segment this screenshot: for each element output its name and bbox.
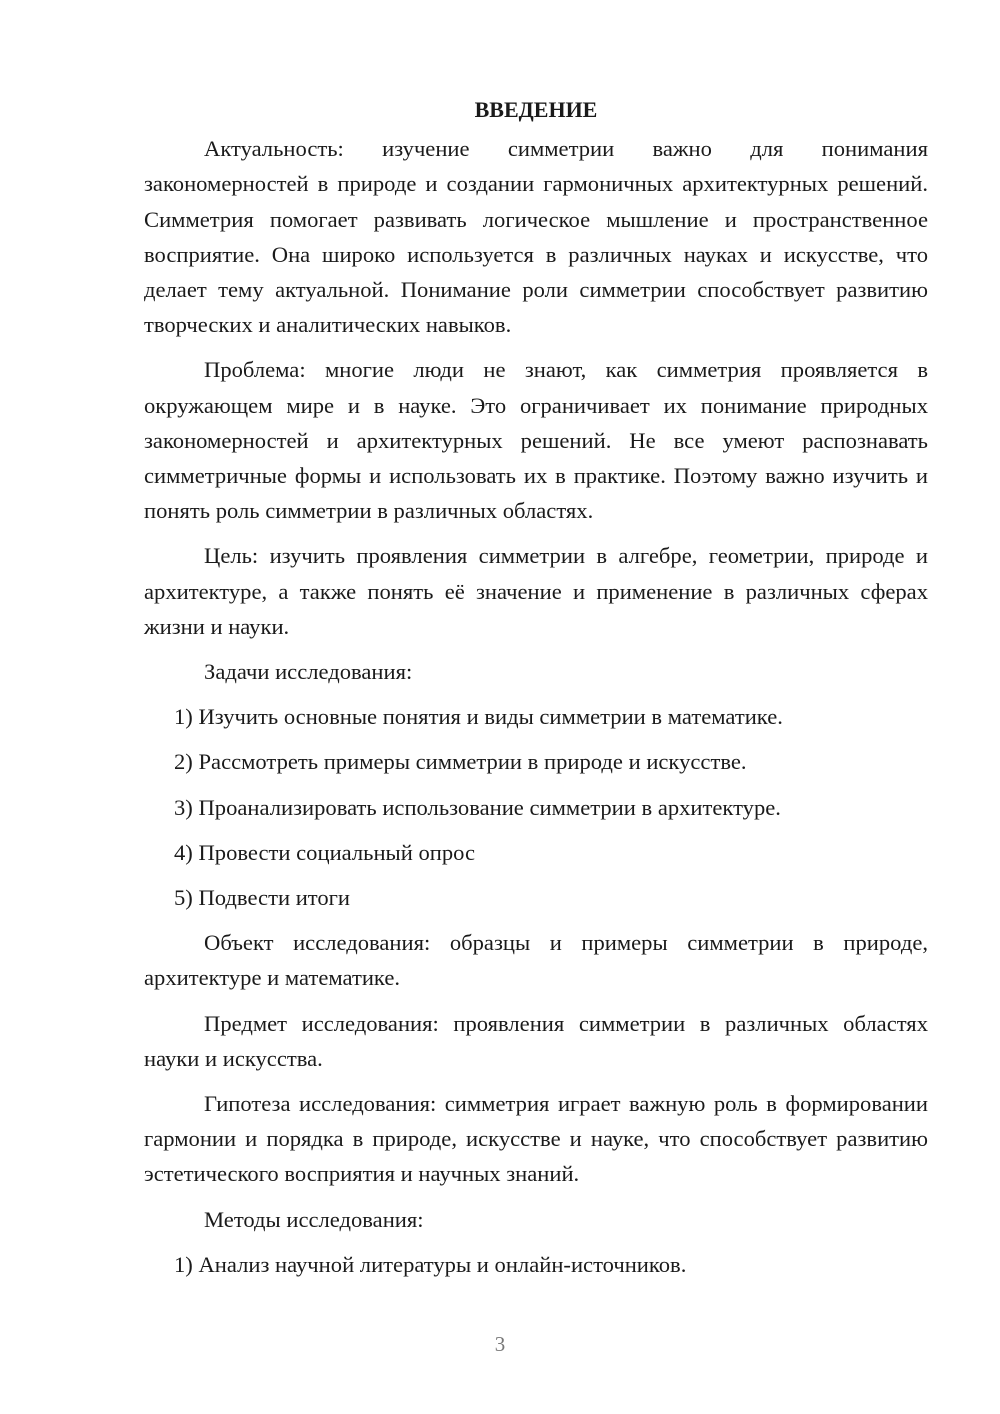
tasks-heading: Задачи исследования: [204, 659, 413, 685]
task-item: 2) Рассмотреть примеры симметрии в природе и искусстве. [174, 749, 747, 775]
goal-paragraph: Цель: изучить проявления симметрии в алгебре, геометрии, природе и архитектуре, а также понять её значение и применение в различных сферах жизни и науки. [144, 543, 928, 639]
task-item: 5) Подвести итоги [174, 885, 351, 911]
object-paragraph: Объект исследования: образцы и примеры симметрии в природе, архитектуре и математике. [144, 930, 928, 991]
method-item: 1) Анализ научной литературы и онлайн-источников. [174, 1251, 687, 1277]
task-item: 4) Провести социальный опрос [174, 839, 476, 865]
hypothesis-paragraph: Гипотеза исследования: симметрия играет важную роль в формировании гармонии и порядка в природе, искусстве и науке, что способствует развитию эстетического восприятия и научных знаний. [144, 1091, 928, 1187]
problem-paragraph: Проблема: многие люди не знают, как симметрия проявляется в окружающем мире и в науке. Это ограничивает их понимание природных закономерностей и архитектурных решений. Не все умеют распознавать симметричные формы и использовать их в практике. Поэтому важно изучить и понять роль симметрии в различных областях. [144, 357, 928, 524]
page-number: 3 [494, 1332, 506, 1356]
subject-paragraph: Предмет исследования: проявления симметрии в различных областях науки и искусства. [144, 1010, 928, 1071]
page-content [144, 92, 928, 1282]
task-item: 3) Проанализировать использование симметрии в архитектуре. [174, 794, 781, 820]
relevance-paragraph: Актуальность: изучение симметрии важно для понимания закономерностей в природе и создании гармоничных архитектурных решений. Симметрия помогает развивать логическое мышление и пространственное восприятие. Она широко используется в различных науках и искусстве, что делает тему актуальной. Понимание роли симметрии способствует развитию творческих и аналитических навыков. [144, 136, 928, 338]
task-item: 1) Изучить основные понятия и виды симметрии в математике. [174, 704, 783, 730]
page-title: ВВЕДЕНИЕ [474, 97, 598, 122]
methods-heading: Методы исследования: [204, 1206, 424, 1232]
